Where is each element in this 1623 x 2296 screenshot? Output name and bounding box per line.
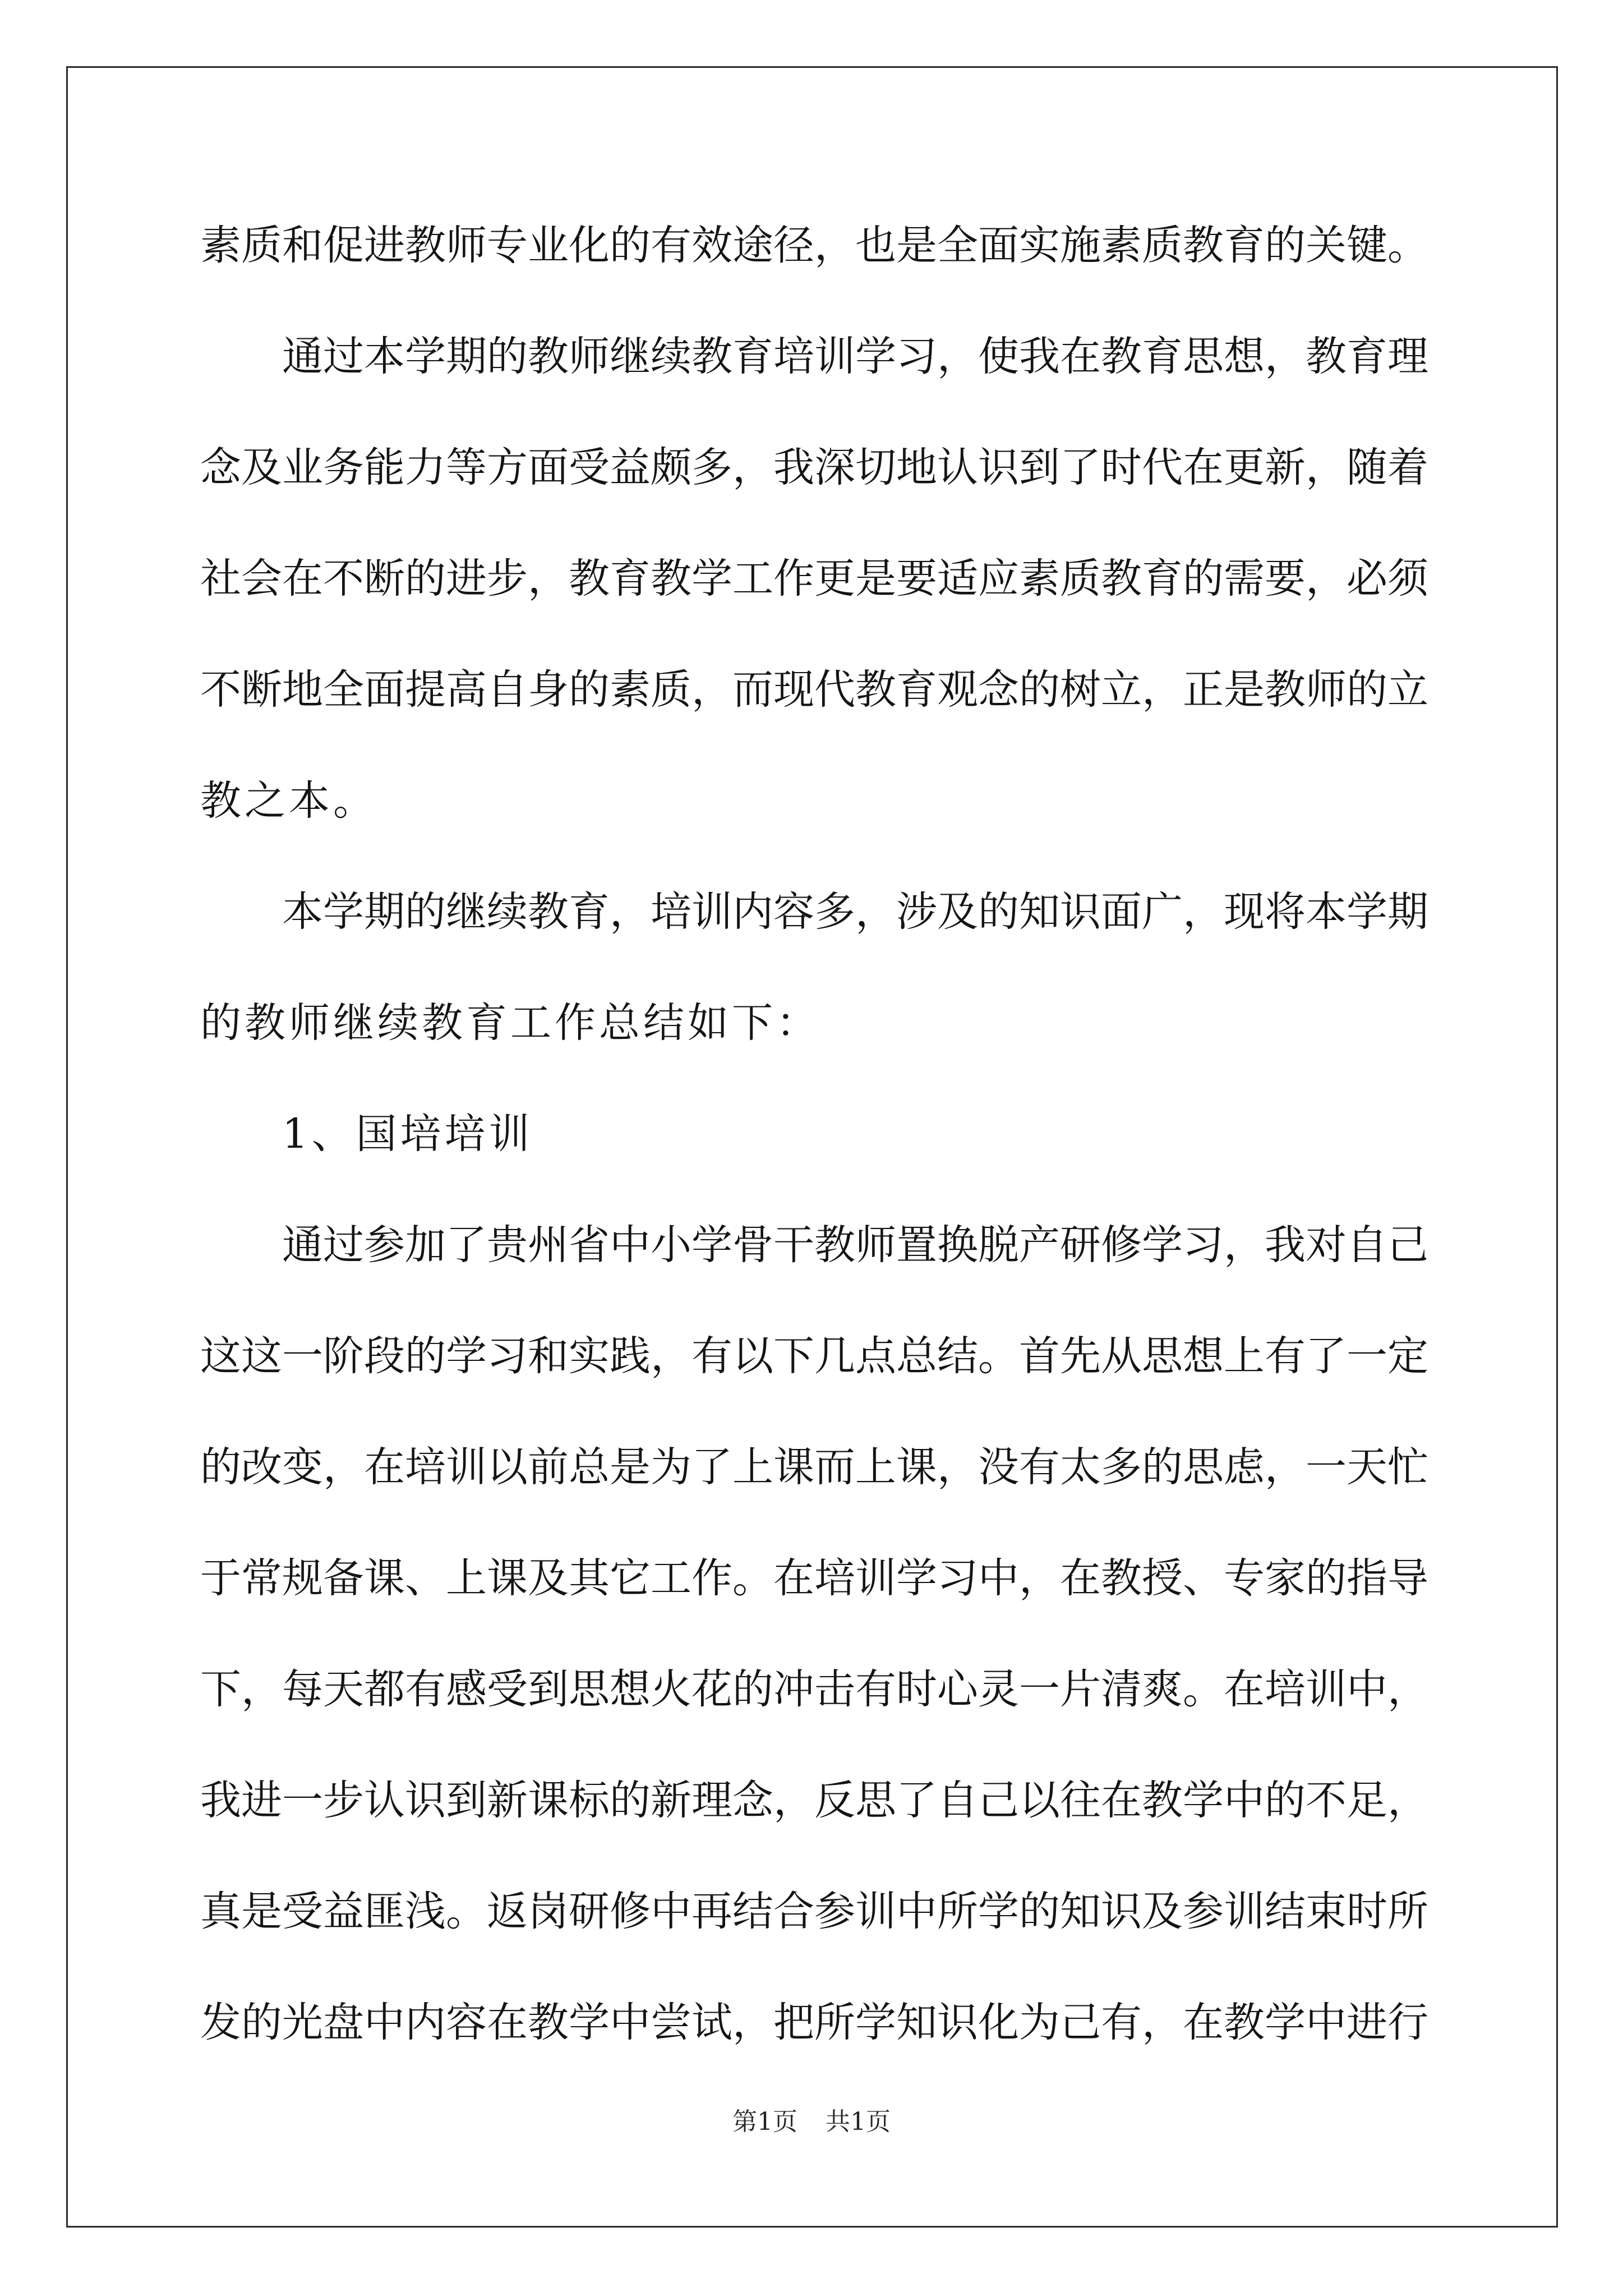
text-line: 我进一步认识到新课标的新理念，反思了自己以往在教学中的不足，	[200, 1777, 1428, 1824]
page-footer	[0, 2105, 1623, 2139]
text-line: 发的光盘中内容在教学中尝试，把所学知识化为己有，在教学中进行	[200, 1999, 1428, 2046]
text-line: 通过本学期的教师继续教育培训学习，使我在教育思想，教育理	[282, 333, 1428, 380]
text-line: 通过参加了贵州省中小学骨干教师置换脱产研修学习，我对自己	[282, 1221, 1428, 1269]
text-line: 念及业务能力等方面受益颇多，我深切地认识到了时代在更新，随着	[200, 444, 1428, 491]
page-count: 共1页	[826, 2108, 891, 2136]
text-line: 于常规备课、上课及其它工作。在培训学习中，在教授、专家的指导	[200, 1554, 1428, 1602]
text-line: 下，每天都有感受到思想火花的冲击有时心灵一片清爽。在培训中，	[200, 1665, 1428, 1713]
text-line: 不断地全面提高自身的素质，而现代教育观念的树立，正是教师的立	[200, 666, 1428, 714]
text-line: 本学期的继续教育，培训内容多，涉及的知识面广，现将本学期	[282, 888, 1428, 936]
text-line: 的改变，在培训以前总是为了上课而上课，没有太多的思虑，一天忙	[200, 1443, 1428, 1491]
text-line: 真是受益匪浅。返岗研修中再结合参训中所学的知识及参训结束时所	[200, 1888, 1428, 1935]
page-number: 第1页	[732, 2108, 797, 2136]
text-line: 素质和促进教师专业化的有效途径，也是全面实施素质教育的关键。	[200, 222, 1428, 269]
text-line: 社会在不断的进步，教育教学工作更是要适应素质教育的需要，必须	[200, 555, 1428, 602]
text-line: 教之本。	[200, 777, 377, 825]
section-heading: 1、国培培训	[282, 1110, 533, 1158]
text-line: 这这一阶段的学习和实践，有以下几点总结。首先从思想上有了一定	[200, 1332, 1428, 1380]
text-line: 的教师继续教育工作总结如下：	[200, 999, 820, 1047]
